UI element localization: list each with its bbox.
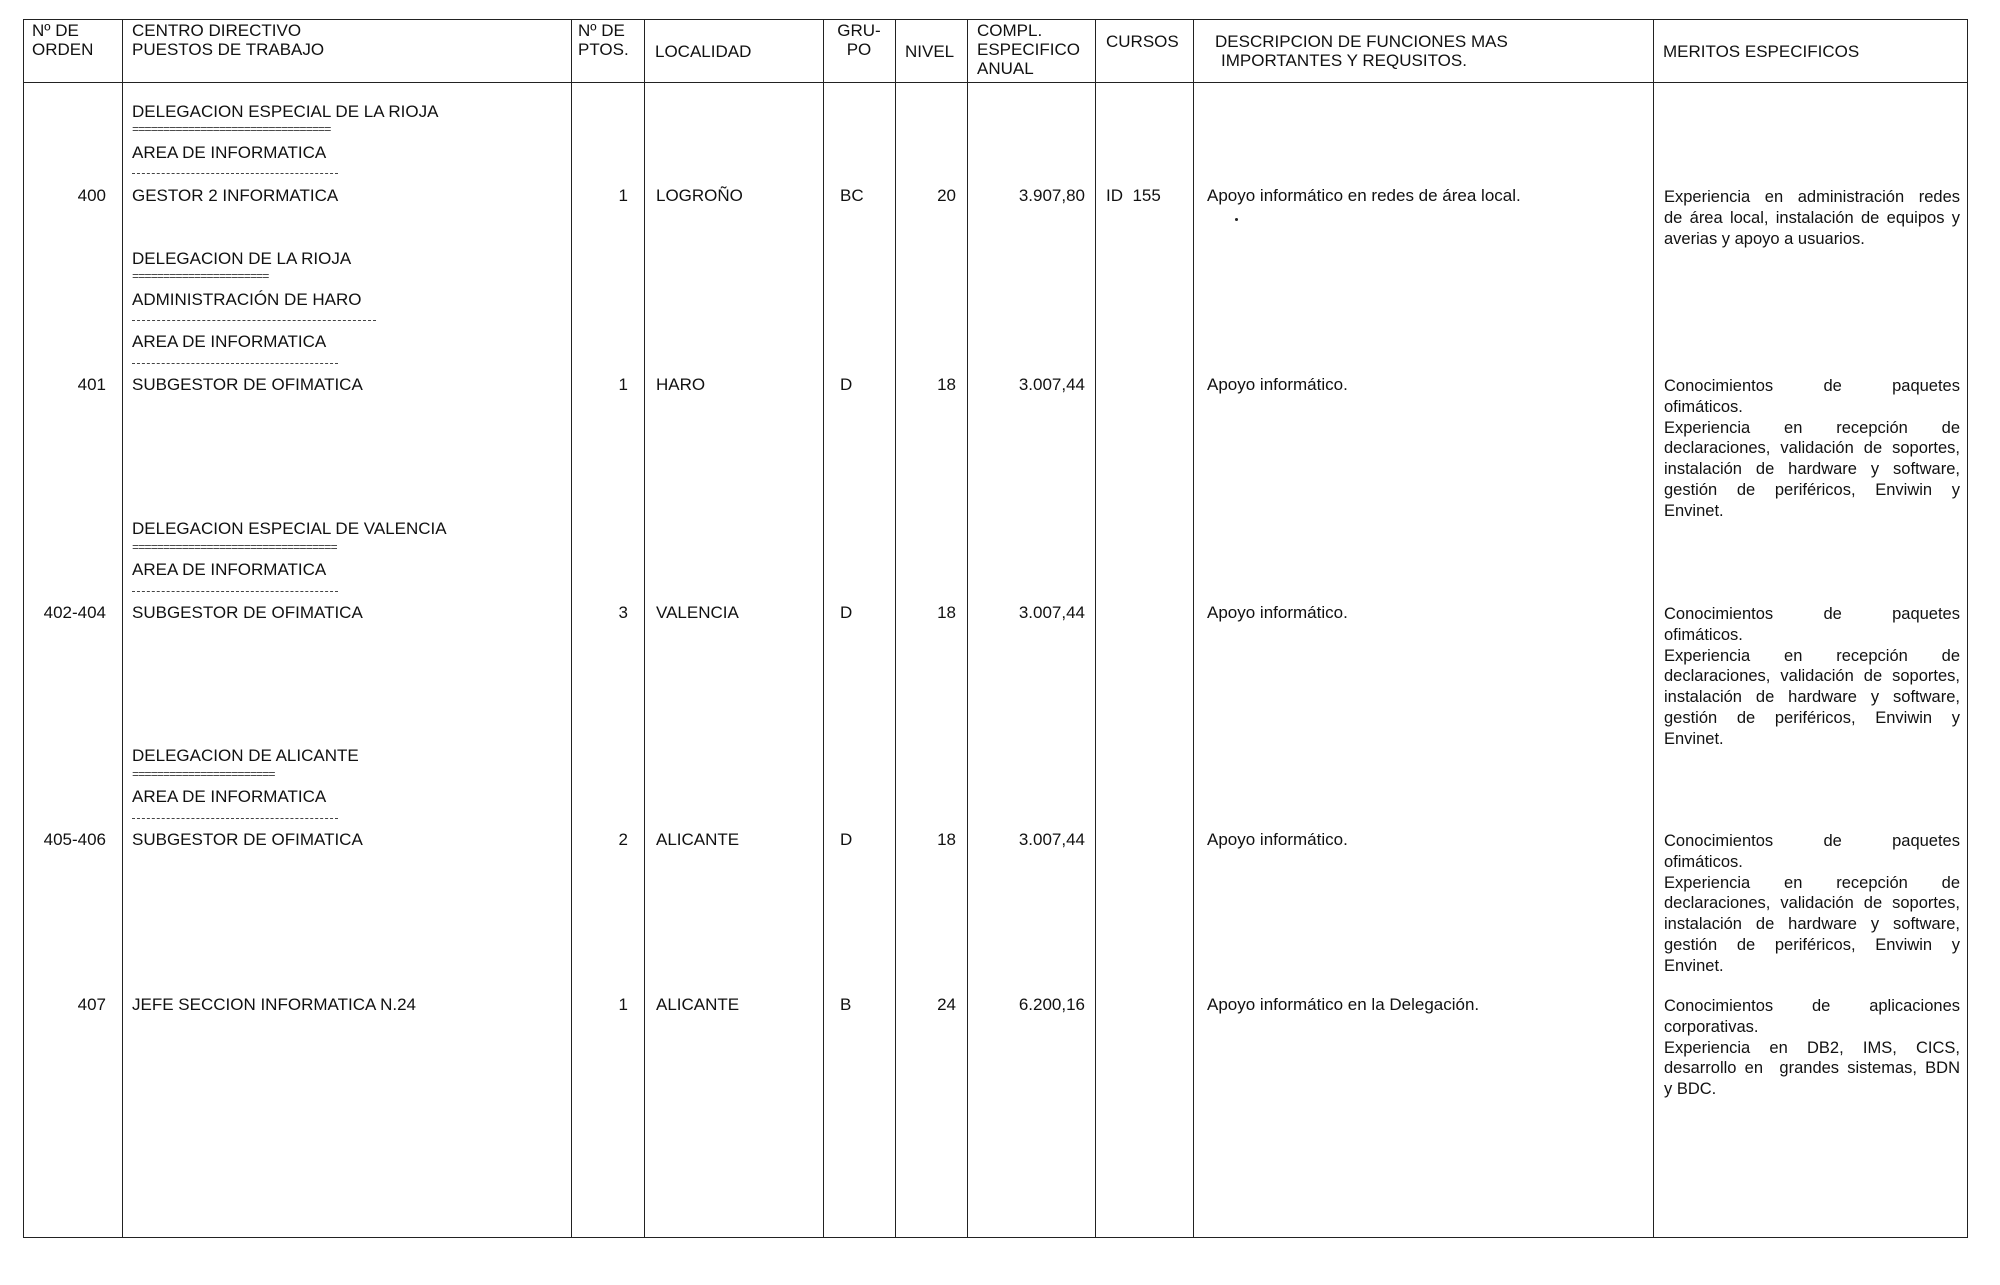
section-title: DELEGACION ESPECIAL DE LA RIOJA [132, 102, 439, 121]
meritos-line: Conocimientos de paquetes [1664, 377, 1960, 395]
meritos-line: desarrollo en grandes sistemas, BDN [1664, 1059, 1960, 1078]
cell-ptos: 1 [618, 186, 628, 205]
header-cursos: CURSOS [1106, 32, 1179, 51]
meritos-line: Conocimientos de paquetes [1664, 832, 1960, 850]
cell-grupo: D [840, 603, 853, 622]
dashed-underline [132, 591, 338, 592]
double-underline: ======================= [132, 769, 275, 781]
cell-compl: 3.007,44 [1018, 603, 1085, 622]
cell-puesto: SUBGESTOR DE OFIMATICA [132, 375, 363, 394]
cell-localidad: LOGROÑO [656, 186, 743, 205]
cell-puesto: JEFE SECCION INFORMATICA N.24 [132, 995, 417, 1014]
cell-nivel: 20 [937, 186, 956, 205]
cell-cursos: ID 155 [1106, 186, 1161, 205]
cell-ptos: 1 [618, 375, 628, 394]
meritos-line: corporativas. [1664, 1017, 1759, 1036]
cell-meritos [1664, 831, 1960, 977]
cell-nivel: 24 [937, 995, 956, 1014]
col-divider [644, 19, 645, 1238]
cell-localidad: ALICANTE [656, 995, 740, 1014]
meritos-line: Experiencia en administración redes [1664, 188, 1960, 206]
meritos-line: ofimáticos. [1664, 625, 1743, 644]
cell-ptos: 2 [618, 830, 628, 849]
meritos-line: Experiencia en recepción de [1664, 418, 1960, 437]
cell-descripcion: Apoyo informático en la Delegación. [1207, 995, 1480, 1014]
cell-nivel: 18 [937, 375, 956, 394]
header-ptos [578, 21, 629, 59]
col-divider [1193, 19, 1194, 1238]
meritos-line: declaraciones, validación de soportes, [1664, 667, 1960, 686]
meritos-line: gestión de periféricos, Enviwin y [1664, 935, 1960, 954]
header-compl-line: ANUAL [977, 59, 1034, 78]
section-subtitle: AREA DE INFORMATICA [132, 332, 327, 351]
meritos-line: ofimáticos. [1664, 397, 1743, 416]
cell-nivel: 18 [937, 603, 956, 622]
header-compl [977, 21, 1080, 78]
cell-compl: 3.007,44 [1018, 830, 1085, 849]
header-localidad: LOCALIDAD [655, 42, 752, 61]
header-descripcion [1215, 32, 1508, 70]
cell-orden: 401 [77, 375, 106, 394]
header-descripcion-line: IMPORTANTES Y REQUSITOS. [1221, 51, 1467, 70]
cell-grupo: D [840, 830, 853, 849]
cell-compl: 6.200,16 [1018, 995, 1085, 1014]
header-ptos-line: Nº DE [578, 21, 625, 40]
meritos-line: y BDC. [1664, 1080, 1717, 1099]
cell-localidad: ALICANTE [656, 830, 740, 849]
col-divider [895, 19, 896, 1238]
cell-localidad: HARO [656, 375, 706, 394]
meritos-line: Experiencia en recepción de [1664, 646, 1960, 665]
meritos-line: ofimáticos. [1664, 852, 1743, 871]
cell-puesto: SUBGESTOR DE OFIMATICA [132, 830, 363, 849]
cell-grupo: D [840, 375, 853, 394]
meritos-line: Experiencia en DB2, IMS, CICS, [1664, 1038, 1960, 1057]
header-orden-line: Nº DE [32, 21, 79, 40]
meritos-line: gestión de periféricos, Enviwin y [1664, 708, 1960, 727]
cell-meritos [1664, 187, 1960, 249]
dashed-underline [132, 818, 338, 819]
cell-compl: 3.907,80 [1018, 186, 1085, 205]
header-orden [32, 21, 93, 59]
meritos-line: Conocimientos de paquetes [1664, 605, 1960, 623]
meritos-line: Envinet. [1664, 501, 1724, 520]
header-grupo [834, 21, 884, 59]
section-title: DELEGACION DE ALICANTE [132, 746, 359, 765]
meritos-line: declaraciones, validación de soportes, [1664, 439, 1960, 458]
meritos-line: Conocimientos de aplicaciones [1664, 997, 1960, 1015]
header-centro-line: PUESTOS DE TRABAJO [132, 40, 325, 59]
header-centro-line: CENTRO DIRECTIVO [132, 21, 302, 40]
dashed-underline [132, 173, 338, 174]
dashed-underline [132, 363, 338, 364]
header-descripcion-line: DESCRIPCION DE FUNCIONES MAS [1215, 32, 1508, 51]
meritos-line: averias y apoyo a usuarios. [1664, 229, 1865, 248]
cell-localidad: VALENCIA [656, 603, 739, 622]
section-subtitle: AREA DE INFORMATICA [132, 787, 327, 806]
col-divider [967, 19, 968, 1238]
cell-nivel: 18 [937, 830, 956, 849]
cell-meritos [1664, 604, 1960, 750]
meritos-line: declaraciones, validación de soportes, [1664, 894, 1960, 913]
meritos-line: Envinet. [1664, 956, 1724, 975]
cell-grupo: BC [840, 186, 864, 205]
double-underline: ================================ [132, 124, 331, 136]
cell-descripcion: Apoyo informático. [1207, 830, 1348, 849]
cell-meritos [1664, 376, 1960, 522]
col-divider [122, 19, 123, 1238]
cell-orden: 400 [77, 186, 106, 205]
cell-puesto: GESTOR 2 INFORMATICA [132, 186, 339, 205]
header-orden-line: ORDEN [32, 40, 94, 59]
cell-descripcion: Apoyo informático. [1207, 375, 1348, 394]
cell-meritos [1664, 996, 1960, 1100]
section-title: DELEGACION DE LA RIOJA [132, 249, 352, 268]
header-compl-line: COMPL. [977, 21, 1043, 40]
col-divider [1653, 19, 1654, 1238]
cell-descripcion: Apoyo informático. [1207, 603, 1348, 622]
col-divider [823, 19, 824, 1238]
cell-ptos: 1 [618, 995, 628, 1014]
header-grupo-line: PO [846, 40, 872, 59]
meritos-line: de área local, instalación de equipos y [1664, 208, 1960, 227]
header-ptos-line: PTOS. [578, 40, 629, 59]
scan-artifact-dot [1235, 218, 1238, 221]
meritos-line: Envinet. [1664, 729, 1724, 748]
header-grupo-line: GRU- [837, 21, 881, 40]
meritos-line: gestión de periféricos, Enviwin y [1664, 480, 1960, 499]
section-subtitle: ADMINISTRACIÓN DE HARO [132, 290, 362, 309]
cell-orden: 402-404 [43, 603, 106, 622]
col-divider [1095, 19, 1096, 1238]
cell-puesto: SUBGESTOR DE OFIMATICA [132, 603, 363, 622]
meritos-line: Experiencia en recepción de [1664, 873, 1960, 892]
section-subtitle: AREA DE INFORMATICA [132, 560, 327, 579]
header-centro [132, 21, 324, 59]
cell-ptos: 3 [618, 603, 628, 622]
cell-compl: 3.007,44 [1018, 375, 1085, 394]
header-compl-line: ESPECIFICO [977, 40, 1080, 59]
header-meritos: MERITOS ESPECIFICOS [1663, 42, 1860, 61]
cell-orden: 407 [77, 995, 106, 1014]
meritos-line: instalación de hardware y software, [1664, 460, 1960, 479]
double-underline: ================================= [132, 542, 337, 554]
cell-orden: 405-406 [43, 830, 106, 849]
header-divider [23, 82, 1968, 83]
dashed-underline [132, 320, 376, 321]
section-subtitle: AREA DE INFORMATICA [132, 143, 327, 162]
meritos-line: instalación de hardware y software, [1664, 915, 1960, 934]
col-divider [571, 19, 572, 1238]
cell-descripcion: Apoyo informático en redes de área local. [1207, 186, 1521, 205]
section-title: DELEGACION ESPECIAL DE VALENCIA [132, 519, 447, 538]
cell-grupo: B [840, 995, 852, 1014]
double-underline: ====================== [132, 271, 269, 283]
meritos-line: instalación de hardware y software, [1664, 688, 1960, 707]
header-nivel: NIVEL [905, 42, 955, 61]
